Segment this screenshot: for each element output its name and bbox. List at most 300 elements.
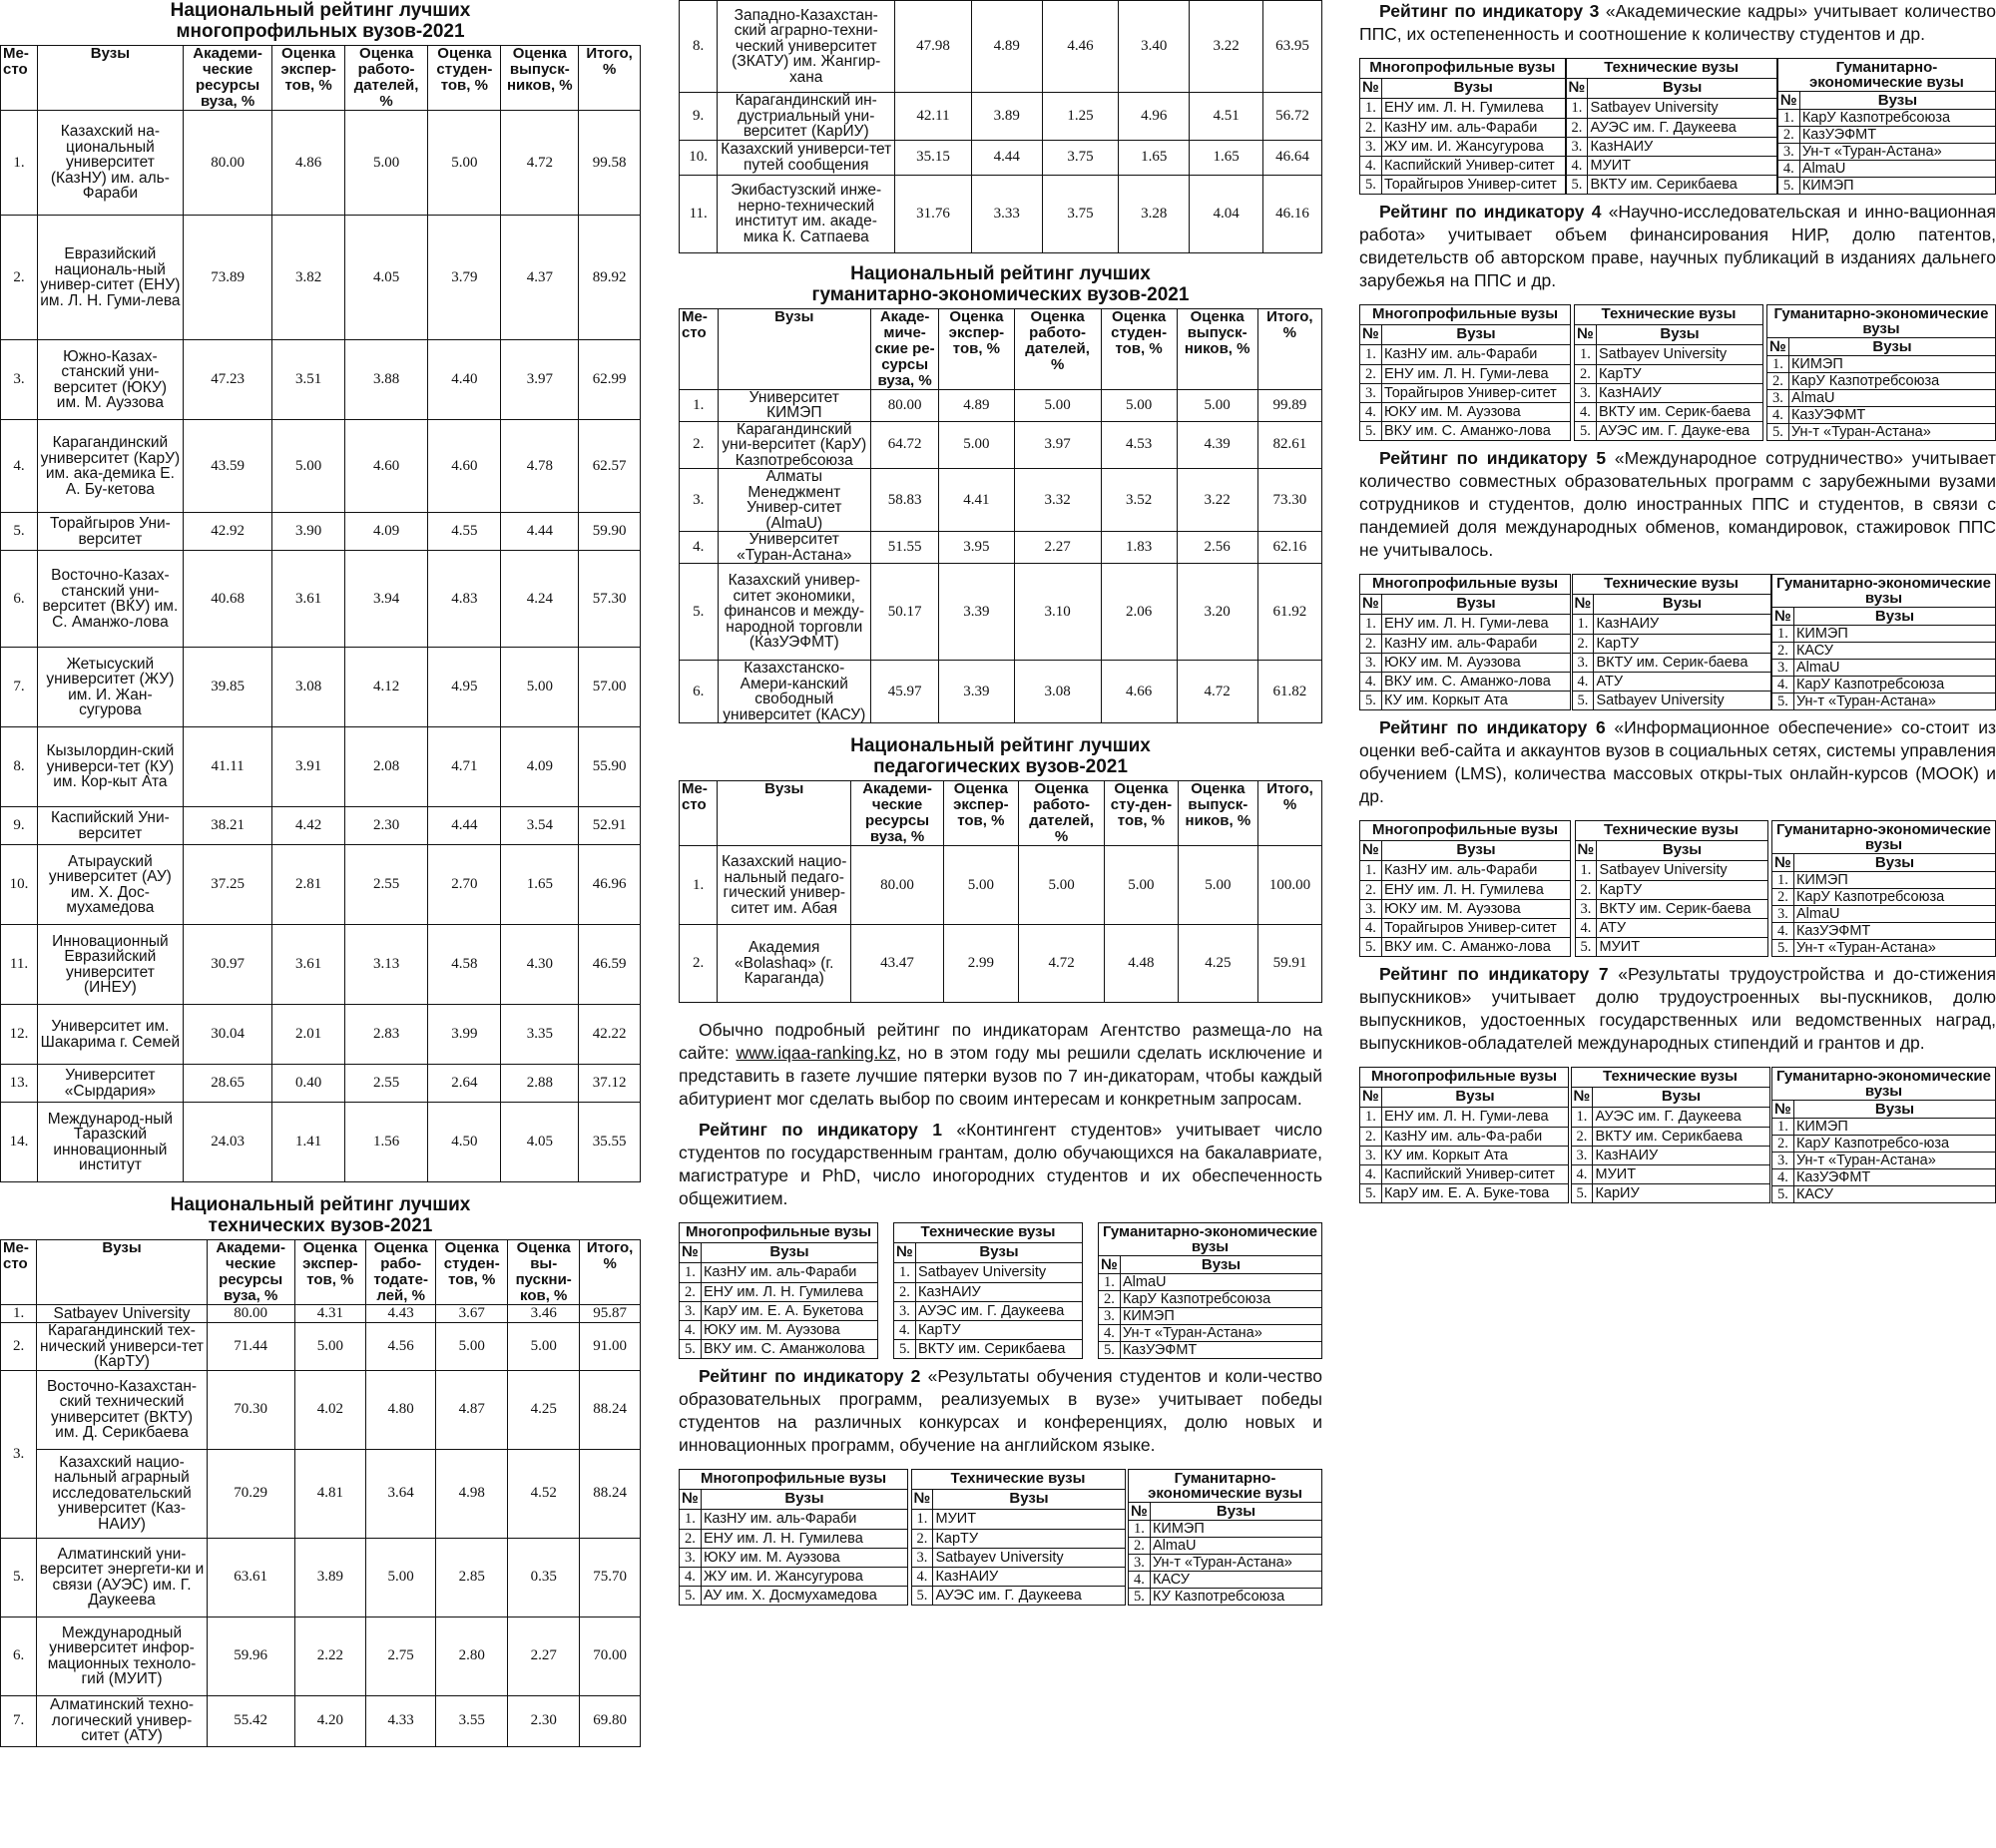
multi-uni-header: Вузы [1381,595,1570,615]
tech-value: 91.00 [580,1323,641,1371]
hum-value: 3.20 [1177,564,1257,661]
tech-university: КарТУ [1597,880,1767,899]
multi-rank: 2. [1360,1127,1382,1146]
tech-rank: 3. [894,1301,916,1320]
tech-col-header: Оценка экспер-тов, % [294,1240,365,1305]
multi-place: 4. [1,420,38,513]
multi-uni-header: Вузы [1381,1088,1568,1108]
hum-rank: 5. [1129,1589,1151,1606]
hum-list-row [1777,127,1995,144]
multi-list-row [680,1510,908,1529]
tech-value: 3.64 [366,1449,436,1538]
multi-category-header: Многопрофильные вузы [1360,59,1566,79]
tech-list-row [1566,137,1776,156]
multi-list-row [680,1548,908,1567]
multi-list-row [1360,1127,1569,1146]
multi-rank: 2. [1360,364,1382,383]
tech-university: АУЭС им. Г. Даукеева [933,1586,1125,1605]
tech-value: 3.75 [1042,175,1119,252]
multi-value: 4.30 [501,925,579,1005]
hum-university: КИМЭП [1793,872,1995,889]
hum-uni-header: Вузы [1150,1503,1321,1521]
tech-list-row [1575,364,1763,383]
multi-row [1,845,641,925]
multi-row [1,1065,641,1103]
multi-value: 2.81 [272,845,345,925]
hum-rank: 3. [1772,1153,1794,1169]
indicator-7-section [1359,963,1996,1203]
ped-university: Академия «Bolashaq» (г. Караганда) [718,925,851,1003]
intro-text-b: , но в этом году мы решили сделать исключение и представить в газете лучшие пятерки вузов по 7 ин-дикаторам, чтобы каждый абитуриент мог сделать выбор по своим интересам и конкретным запросам. [679,1043,1322,1109]
multi-rank: 4. [1360,156,1382,175]
tech-value: 4.89 [971,1,1042,93]
hum-list-row [1772,872,1996,889]
tech-list-row [1575,937,1767,956]
hum-category-header: Гуманитарно-экономические вузы [1777,59,1995,92]
tech-value: 2.27 [508,1617,580,1695]
multi-list-row [1360,402,1571,421]
tech-rank: 3. [1575,383,1597,402]
multi-list-row [1360,899,1571,918]
tech-university: КарТУ [933,1529,1125,1548]
hum-header-row [680,308,1322,389]
hum-category-header: Гуманитарно-экономические вузы [1767,305,1996,338]
multi-university: Южно-Казах-станский уни-верситет (ЮКУ) им. М. Ауэзова [37,340,183,420]
multi-num-header: № [1360,325,1382,345]
multi-subheader-row [680,1490,908,1510]
ind4-multi-table [1359,304,1571,441]
tech-rank: 5. [911,1586,933,1605]
indicator-7-text: «Результаты трудоустройства и до-стижения выпускников» учитывает долю трудоустроенных вы-пускников, долю выпускников, удостоенных государственных или ведомственных наград, выпускников-обладателей международных стипендий и грантов и др. [1359,964,1996,1053]
tech-value: 0.35 [508,1538,580,1617]
hum-list-row [1129,1555,1322,1572]
tech-list-row [911,1567,1125,1586]
multi-university: ВКУ им. С. Аманжолова [701,1339,877,1358]
tech-rank: 2. [1575,364,1597,383]
hum-value: 61.92 [1257,564,1321,661]
ped-value: 43.47 [851,925,944,1003]
multi-list-row [1360,918,1571,937]
multi-university: ЕНУ им. Л. Н. Гумилева [1381,880,1570,899]
tech-category-header: Технические вузы [1575,305,1763,325]
intro-text-a: Обычно подробный рейтинг по индикаторам Агентство размеща-ло на сайте: [679,1020,1322,1063]
tech-rank: 5. [1575,421,1597,440]
hum-university: AlmaU [1793,906,1995,923]
multi-university: ЖУ им. И. Жансугурова [701,1567,907,1586]
tech-value: 47.98 [895,1,972,93]
multi-value: 5.00 [428,111,501,216]
hum-rank: 1. [1129,1521,1151,1538]
multi-list-row [1360,615,1571,634]
tech-value: 59.96 [207,1617,294,1695]
tech-list-row [911,1548,1125,1567]
hum-university: Ун-т «Туран-Астана» [1793,693,1995,710]
hum-rank: 2. [1772,889,1794,906]
multi-value: 4.78 [501,420,579,513]
multi-value: 2.83 [344,1005,427,1065]
ranking-site-link[interactable]: www.iqaa-ranking.kz [736,1043,896,1063]
multi-place: 1. [1,111,38,216]
indicator-7-description [1359,963,1996,1055]
tech-num-header: № [1572,595,1594,615]
hum-rank: 3. [1767,390,1789,407]
tech-rank: 1. [911,1510,933,1529]
tech-list-row [894,1339,1083,1358]
multi-list-row [1360,653,1571,672]
hum-title-row [1777,59,1995,92]
ped-value: 80.00 [851,846,944,925]
tech-university: Международный университет инфор-мационных техноло-гий (МУИТ) [37,1617,207,1695]
tech-rank: 3. [1566,137,1588,156]
tech-value: 63.95 [1262,1,1321,93]
tech-category-header: Технические вузы [894,1223,1083,1243]
multi-list-row [1360,1108,1569,1127]
hum-value: 1.83 [1101,532,1177,564]
multi-value: 30.04 [183,1005,272,1065]
tech-value: 4.02 [294,1370,365,1449]
multi-value: 4.55 [428,513,501,551]
multi-value: 38.21 [183,807,272,845]
tech-university: Satbayev University [1596,345,1762,364]
hum-rank: 5. [1772,693,1794,710]
hum-value: 58.83 [871,469,939,532]
multi-rank: 5. [680,1339,702,1358]
multi-value: 99.58 [579,111,641,216]
tech-university: АУЭС им. Г. Даукеева [1593,1108,1769,1127]
hum-category-header: Гуманитарно-экономические вузы [1772,1068,1996,1101]
tech-list-row [1572,634,1770,653]
ind7-hum-table [1771,1067,1996,1203]
tech-value: 4.43 [366,1305,436,1323]
tech-list-row [911,1510,1125,1529]
hum-university: Университет «Туран-Астана» [718,532,871,564]
multi-university: Торайгыров Универ-ситет [1381,918,1570,937]
tech-uni-header: Вузы [1594,595,1770,615]
tech-rank: 1. [1575,345,1597,364]
tech-title-row [1566,59,1776,79]
multi-rank: 1. [1360,1108,1382,1127]
multi-category-header: Многопрофильные вузы [680,1223,878,1243]
tech-university: Алматинский техно-логический универ-ситет (АТУ) [37,1695,207,1746]
multi-value: 4.60 [344,420,427,513]
tech-university: КарТУ [915,1320,1082,1339]
multi-value: 4.83 [428,551,501,648]
tech-place: 6. [1,1617,37,1695]
tech-list-row [1575,918,1767,937]
multi-value: 4.42 [272,807,345,845]
tech-col-header: Оценка студен-тов, % [436,1240,508,1305]
multi-list-row [1360,175,1566,194]
ind3-tech-table [1566,58,1777,195]
indicator-3-text: «Академические кадры» учитывает количество ППС, их остепененность и соотношение к количеству студентов и др. [1359,1,1996,44]
tech-university: АТУ [1597,918,1767,937]
hum-col-header: Оценка экспер-тов, % [939,308,1015,389]
hum-value: 3.22 [1177,469,1257,532]
multi-university: КарУ им. Е. А. Буке-това [1381,1183,1568,1202]
tech-col-header: Академи-ческие ресурсы вуза, % [207,1240,294,1305]
multi-university: КазНУ им. аль-Фараби [1381,634,1570,653]
multi-list-row [1360,156,1566,175]
indicator-3-description [1359,0,1996,46]
tech-value: 88.24 [580,1449,641,1538]
multi-value: 3.08 [272,648,345,727]
tech-uni-header: Вузы [1588,79,1776,99]
tech-university: Казахский универси-тет путей сообщения [718,140,895,175]
multi-list-row [1360,383,1571,402]
hum-rank: 4. [1772,1169,1794,1186]
tech-university: МУИТ [933,1510,1125,1529]
tech-list-row [894,1320,1083,1339]
multi-value: 4.60 [428,420,501,513]
tech-university: Западно-Казахстан-ский аграрно-техни-ческий университет (ЗКАТУ) им. Жангир-хана [718,1,895,93]
tech-value: 4.04 [1190,175,1263,252]
hum-rank: 3. [1777,144,1799,161]
tech-value: 46.64 [1262,140,1321,175]
tech-value: 55.42 [207,1695,294,1746]
tech-value: 3.75 [1042,140,1119,175]
hum-value: 2.06 [1101,564,1177,661]
tech-university: Экибастузский инже-нерно-технический институт им. акаде-мика К. Сатпаева [718,175,895,252]
multi-list-row [1360,1164,1569,1183]
multi-value: 3.61 [272,551,345,648]
hum-uni-header: Вузы [1793,608,1995,626]
indicator-3-section [1359,0,1996,195]
tech-value: 4.87 [436,1370,508,1449]
tech-university: Satbayev University [1594,691,1770,709]
multi-value: 43.59 [183,420,272,513]
multi-value: 3.91 [272,727,345,807]
tech-list-row [1575,402,1763,421]
tech-university: Satbayev University [933,1548,1125,1567]
hum-value: 61.82 [1257,661,1321,723]
multi-title-row [680,1223,878,1243]
hum-place: 4. [680,532,719,564]
hum-university: КИМЭП [1150,1521,1321,1538]
tech-value: 3.28 [1119,175,1190,252]
tech-value: 95.87 [580,1305,641,1323]
hum-rank: 5. [1772,940,1794,957]
indicator-4-heading: Рейтинг по индикатору 4 [1379,202,1602,222]
tech-rank: 1. [1572,615,1594,634]
indicator-2-tables [679,1469,1322,1606]
tech-rank: 5. [894,1339,916,1358]
hum-value: 3.97 [1014,421,1101,469]
hum-university: Университет КИМЭП [718,389,871,421]
ped-title-line2: педагогических вузов-2021 [873,756,1128,777]
multi-university: КазНУ им. аль-Фараби [1381,345,1570,364]
multi-rank: 2. [1360,880,1382,899]
tech-subheader-row [1575,841,1767,861]
multi-university: КазНУ им. аль-Фараби [701,1263,877,1282]
hum-value: 3.32 [1014,469,1101,532]
tech-rank: 2. [1575,880,1597,899]
tech-list-row [1566,156,1776,175]
hum-list-row [1129,1521,1322,1538]
tech-title-row [1575,305,1763,325]
ped-col-header: Оценка сту-ден-тов, % [1105,781,1178,846]
tech-num-header: № [1566,79,1588,99]
multi-value: 3.13 [344,925,427,1005]
multi-value: 4.12 [344,648,427,727]
tech-value: 4.44 [971,140,1042,175]
tech-num-header: № [1575,325,1597,345]
ped-col-header: Академи-ческие ресурсы вуза, % [851,781,944,846]
hum-university: КазУЭФМТ [1788,407,1995,424]
tech-value: 4.25 [508,1370,580,1449]
multi-university: Торайгыров Универ-ситет [1381,175,1565,194]
multi-university: Жетысуский университет (ЖУ) им. И. Жан-сугурова [37,648,183,727]
ped-row [680,846,1322,925]
multi-uni-header: Вузы [701,1490,907,1510]
hum-list-row [1099,1325,1322,1342]
multi-value: 4.95 [428,648,501,727]
multi-list-row [680,1301,878,1320]
indicator-4-tables [1359,304,1996,441]
hum-place: 2. [680,421,719,469]
multi-title-line2: многопрофильных вузов-2021 [176,21,465,42]
tech-value: 3.33 [971,175,1042,252]
multi-university: ЕНУ им. Л. Н. Гуми-лева [1381,615,1570,634]
hum-row [680,389,1322,421]
multi-value: 57.30 [579,551,641,648]
multi-value: 2.64 [428,1065,501,1103]
hum-col-header: Итого, % [1257,308,1321,389]
tech-value: 42.11 [895,93,972,141]
multi-list-row [1360,672,1571,691]
multi-value: 3.82 [272,216,345,340]
multi-rank: 4. [1360,1164,1382,1183]
multi-list-row [680,1339,878,1358]
hum-rank: 2. [1772,643,1794,660]
multi-value: 5.00 [501,648,579,727]
multi-rank: 2. [1360,634,1382,653]
hum-value: 64.72 [871,421,939,469]
multi-rank: 3. [1360,137,1382,156]
multi-university: Международ-ный Таразский инновационный институт [37,1103,183,1182]
multi-rank: 1. [680,1263,702,1282]
hum-title-row [1767,305,1996,338]
hum-university: Ун-т «Туран-Астана» [1788,424,1995,441]
hum-university: Казахский универ-ситет экономики, финансов и между-народной торговли (КазУЭФМТ) [718,564,871,661]
tech-num-header: № [894,1243,916,1263]
tech-uni-header: Вузы [933,1490,1125,1510]
tech-rank: 5. [1566,175,1588,194]
tech-university: КарИУ [1593,1183,1769,1202]
multi-list-row [1360,861,1571,880]
hum-list-row [1772,1186,1996,1203]
hum-value: 3.39 [939,661,1015,723]
hum-list-row [1777,178,1995,195]
multi-university: ЮКУ им. М. Ауэзова [701,1320,877,1339]
hum-list-row [1767,424,1996,441]
hum-university: КазУЭФМТ [1799,127,1995,144]
multi-place: 9. [1,807,38,845]
multi-value: 52.91 [579,807,641,845]
hum-list-row [1777,161,1995,178]
multi-value: 4.44 [501,513,579,551]
hum-list-row [1772,1169,1996,1186]
multi-list-row [1360,345,1571,364]
multi-rank: 5. [1360,421,1382,440]
hum-university: КарУ Казпотребсоюза [1799,110,1995,127]
tech-list-row [1575,861,1767,880]
multi-value: 4.71 [428,727,501,807]
hum-row [680,421,1322,469]
multi-col-header: Оценка работо-дателей, % [344,46,427,111]
hum-uni-header: Вузы [1793,1101,1995,1119]
multi-rank: 1. [1360,861,1382,880]
tech-value: 5.00 [508,1323,580,1371]
multi-value: 80.00 [183,111,272,216]
left-column [0,0,641,1747]
hum-section [679,263,1322,724]
multi-value: 5.00 [344,111,427,216]
multi-row [1,807,641,845]
tech-value: 2.75 [366,1617,436,1695]
multi-place: 5. [1,513,38,551]
hum-rank: 5. [1772,1186,1794,1203]
hum-place: 3. [680,469,719,532]
multi-title-row [1360,59,1566,79]
hum-ranking-table [679,308,1322,724]
ind7-multi-table [1359,1067,1569,1203]
multi-title-row [1360,305,1571,325]
tech-rank: 5. [1575,937,1597,956]
tech-rank: 3. [1572,653,1594,672]
tech-value: 4.46 [1042,1,1119,93]
tech-place: 1. [1,1305,37,1323]
hum-num-header: № [1099,1256,1121,1274]
tech-value: 80.00 [207,1305,294,1323]
ind6-tech-table [1575,820,1768,957]
multi-university: ЕНУ им. Л. Н. Гумилева [701,1282,877,1301]
hum-rank: 1. [1772,1119,1794,1136]
multi-col-header: Итого, % [579,46,641,111]
multi-value: 4.86 [272,111,345,216]
multi-value: 30.97 [183,925,272,1005]
tech-value: 5.00 [436,1323,508,1371]
tech-subheader-row [1575,325,1763,345]
multi-value: 3.79 [428,216,501,340]
tech-uni-header: Вузы [1597,841,1767,861]
hum-university: КарУ Казпотребсоюза [1120,1291,1321,1308]
tech-row [680,93,1322,141]
indicator-7-tables [1359,1067,1996,1203]
multi-row [1,340,641,420]
hum-value: 50.17 [871,564,939,661]
hum-col-header: Вузы [718,308,871,389]
multi-category-header: Многопрофильные вузы [1360,1068,1569,1088]
tech-value: 70.00 [580,1617,641,1695]
tech-value: 3.22 [1190,1,1263,93]
multi-university: Каспийский Универ-ситет [1381,156,1565,175]
hum-value: 45.97 [871,661,939,723]
hum-university: AlmaU [1150,1538,1321,1555]
multi-num-header: № [1360,841,1382,861]
hum-rank: 4. [1772,677,1794,693]
multi-university: ЕНУ им. Л. Н. Гумилева [1381,99,1565,118]
multi-value: 41.11 [183,727,272,807]
tech-row [680,140,1322,175]
tech-num-header: № [911,1490,933,1510]
hum-uni-header: Вузы [1793,854,1995,872]
tech-row [680,1,1322,93]
hum-subheader-row [1129,1503,1322,1521]
ped-university: Казахский нацио-нальный педаго-гический универ-ситет им. Абая [718,846,851,925]
multi-list-row [1360,118,1566,137]
multi-university: КазНУ им. аль-Фа-раби [1381,1127,1568,1146]
multi-col-header: Оценка выпуск-ников, % [501,46,579,111]
